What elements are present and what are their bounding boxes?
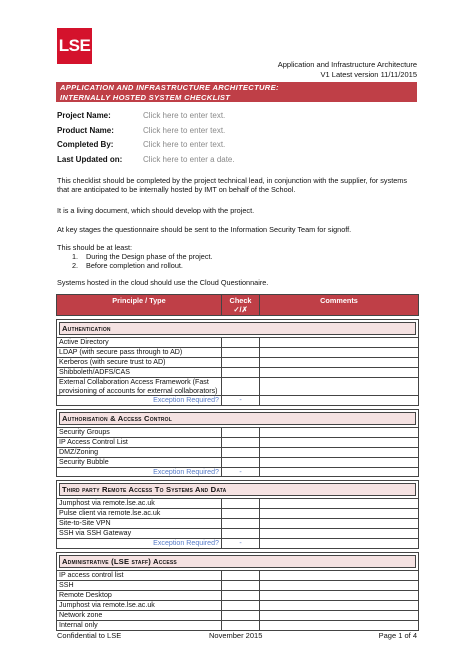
exception-required-label: Exception Required? xyxy=(57,539,222,549)
section-header-cell xyxy=(57,409,419,427)
product-name-label: Product Name: xyxy=(57,125,114,135)
principle-cell: Pulse client via remote.lse.ac.uk xyxy=(57,509,222,519)
principle-cell: Internal only xyxy=(57,620,222,630)
check-cell[interactable] xyxy=(222,610,260,620)
intro-paragraph: This checklist should be completed by the project technical lead, in conjunction with the supplier, for systems that are anticipated to be internally hosted by IMT on behalf of the School. xyxy=(57,176,408,195)
principle-cell: Security Groups xyxy=(57,427,222,437)
table-row xyxy=(57,570,419,580)
comments-cell[interactable] xyxy=(260,600,419,610)
exception-comments-cell[interactable] xyxy=(260,539,419,549)
principle-cell: Site-to-Site VPN xyxy=(57,519,222,529)
exception-row xyxy=(57,467,419,477)
footer-date: November 2015 xyxy=(209,631,263,640)
check-header-symbol: ✓/✗ xyxy=(233,304,248,314)
section-header-row xyxy=(57,320,419,338)
check-cell[interactable] xyxy=(222,509,260,519)
check-cell[interactable] xyxy=(222,590,260,600)
section-header-row xyxy=(57,481,419,499)
project-name-label: Project Name: xyxy=(57,111,111,120)
comments-cell[interactable] xyxy=(260,427,419,437)
principle-cell: Network zone xyxy=(57,610,222,620)
exception-dropdown[interactable]: - xyxy=(222,396,260,406)
check-cell[interactable] xyxy=(222,348,260,358)
comments-cell[interactable] xyxy=(260,610,419,620)
table-row xyxy=(57,338,419,348)
check-cell[interactable] xyxy=(222,378,260,396)
document-header xyxy=(278,60,417,80)
principle-cell: IP access control list xyxy=(57,570,222,580)
table-row xyxy=(57,580,419,590)
completed-by-field[interactable]: Click here to enter text. xyxy=(143,140,226,149)
comments-cell[interactable] xyxy=(260,590,419,600)
project-name-field[interactable]: Click here to enter text. xyxy=(143,111,226,120)
comments-cell[interactable] xyxy=(260,368,419,378)
principle-cell: SSH xyxy=(57,580,222,590)
exception-comments-cell[interactable] xyxy=(260,467,419,477)
table-row xyxy=(57,358,419,368)
document-title xyxy=(56,82,417,102)
list-item-text: Before completion and rollout. xyxy=(86,261,183,271)
table-row xyxy=(57,457,419,467)
checklist-table xyxy=(56,294,419,631)
table-row xyxy=(57,348,419,358)
principle-cell: Shibboleth/ADFS/CAS xyxy=(57,368,222,378)
comments-cell[interactable] xyxy=(260,437,419,447)
check-cell[interactable] xyxy=(222,620,260,630)
table-row xyxy=(57,427,419,437)
section-title: Administrative (LSE staff) Access xyxy=(59,555,416,568)
comments-cell[interactable] xyxy=(260,348,419,358)
section-header-row xyxy=(57,409,419,427)
list-item xyxy=(72,261,213,270)
exception-comments-cell[interactable] xyxy=(260,396,419,406)
check-cell[interactable] xyxy=(222,580,260,590)
header-line-1: Application and Infrastructure Architecture xyxy=(277,60,417,69)
list-item xyxy=(72,252,213,261)
principle-cell: SSH via SSH Gateway xyxy=(57,529,222,539)
comments-cell[interactable] xyxy=(260,519,419,529)
table-row xyxy=(57,620,419,630)
principle-cell: Kerberos (with secure trust to AD) xyxy=(57,358,222,368)
meta-row-last-updated xyxy=(57,155,235,170)
table-row xyxy=(57,368,419,378)
check-cell[interactable] xyxy=(222,338,260,348)
principle-cell: LDAP (with secure pass through to AD) xyxy=(57,348,222,358)
meta-row-product-name xyxy=(57,126,235,141)
principle-cell: Jumphost via remote.lse.ac.uk xyxy=(57,600,222,610)
section-header-cell xyxy=(57,320,419,338)
check-cell[interactable] xyxy=(222,427,260,437)
check-cell[interactable] xyxy=(222,447,260,457)
table-row xyxy=(57,378,419,396)
comments-cell[interactable] xyxy=(260,580,419,590)
comments-column-header: Comments xyxy=(260,295,419,316)
title-line-1: APPLICATION AND INFRASTRUCTURE ARCHITECTURE: xyxy=(60,83,279,92)
principle-cell: Security Bubble xyxy=(57,457,222,467)
principle-cell: Jumphost via remote.lse.ac.uk xyxy=(57,499,222,509)
last-updated-label: Last Updated on: xyxy=(57,154,123,164)
list-item-text: During the Design phase of the project. xyxy=(86,252,213,261)
table-row xyxy=(57,499,419,509)
comments-cell[interactable] xyxy=(260,620,419,630)
comments-cell[interactable] xyxy=(260,378,419,396)
comments-cell[interactable] xyxy=(260,358,419,368)
at-least-paragraph: This should be at least: xyxy=(57,243,133,252)
section-title: Third party Remote Access To Systems And Data xyxy=(59,483,416,496)
table-row xyxy=(57,509,419,519)
principle-cell: Active Directory xyxy=(57,338,222,348)
table-row xyxy=(57,590,419,600)
comments-cell[interactable] xyxy=(260,499,419,509)
footer-page-number: Page 1 of 4 xyxy=(378,631,417,640)
exception-row xyxy=(57,539,419,549)
comments-cell[interactable] xyxy=(260,570,419,580)
table-row xyxy=(57,600,419,610)
exception-dropdown[interactable]: - xyxy=(222,539,260,549)
check-header-label: Check xyxy=(229,296,252,305)
section-header-cell xyxy=(57,481,419,499)
exception-required-label: Exception Required? xyxy=(57,467,222,477)
check-column-header xyxy=(222,295,260,316)
check-cell[interactable] xyxy=(222,600,260,610)
section-header-cell xyxy=(57,552,419,570)
table-header-row xyxy=(57,295,419,316)
comments-cell[interactable] xyxy=(260,457,419,467)
list-number: 1. xyxy=(72,252,79,261)
comments-cell[interactable] xyxy=(260,338,419,348)
list-number: 2. xyxy=(72,261,79,271)
principle-cell: IP Access Control List xyxy=(57,437,222,447)
checklist-body xyxy=(57,316,419,631)
stages-list xyxy=(72,252,213,271)
check-cell[interactable] xyxy=(222,457,260,467)
principle-column-header: Principle / Type xyxy=(57,295,222,316)
check-cell[interactable] xyxy=(222,529,260,539)
meta-row-completed-by xyxy=(57,140,235,155)
principle-cell: External Collaboration Access Framework (Fast provisioning of accounts for external collaborators) xyxy=(57,378,222,396)
living-document-paragraph: It is a living document, which should develop with the project. xyxy=(57,206,255,215)
exception-dropdown[interactable]: - xyxy=(222,467,260,477)
comments-cell[interactable] xyxy=(260,509,419,519)
last-updated-date-field[interactable]: Click here to enter a date. xyxy=(143,154,235,164)
check-cell[interactable] xyxy=(222,570,260,580)
check-cell[interactable] xyxy=(222,437,260,447)
section-header-row xyxy=(57,552,419,570)
title-line-2: INTERNALLY HOSTED SYSTEM CHECKLIST xyxy=(60,92,231,102)
meta-row-project-name xyxy=(57,111,235,126)
completed-by-label: Completed By: xyxy=(57,140,114,149)
project-meta xyxy=(57,111,235,169)
section-title: Authorisation & Access Control xyxy=(59,412,416,425)
product-name-field[interactable]: Click here to enter text. xyxy=(143,125,226,135)
comments-cell[interactable] xyxy=(260,447,419,457)
cloud-note-paragraph: Systems hosted in the cloud should use the Cloud Questionnaire. xyxy=(57,278,269,287)
principle-cell: Remote Desktop xyxy=(57,590,222,600)
check-cell[interactable] xyxy=(222,358,260,368)
footer-confidential: Confidential to LSE xyxy=(57,631,122,640)
comments-cell[interactable] xyxy=(260,529,419,539)
check-cell[interactable] xyxy=(222,368,260,378)
table-row xyxy=(57,447,419,457)
principle-cell: DMZ/Zoning xyxy=(57,447,222,457)
table-row xyxy=(57,437,419,447)
header-version: V1 Latest version 11/11/2015 xyxy=(320,70,417,79)
check-cell[interactable] xyxy=(222,519,260,529)
table-row xyxy=(57,529,419,539)
exception-required-label: Exception Required? xyxy=(57,396,222,406)
table-row xyxy=(57,610,419,620)
check-cell[interactable] xyxy=(222,499,260,509)
lse-logo: LSE xyxy=(57,28,92,64)
section-title: Authentication xyxy=(59,322,416,335)
exception-row xyxy=(57,396,419,406)
key-stages-paragraph: At key stages the questionnaire should be sent to the Information Security Team for signoff. xyxy=(57,225,352,234)
table-row xyxy=(57,519,419,529)
